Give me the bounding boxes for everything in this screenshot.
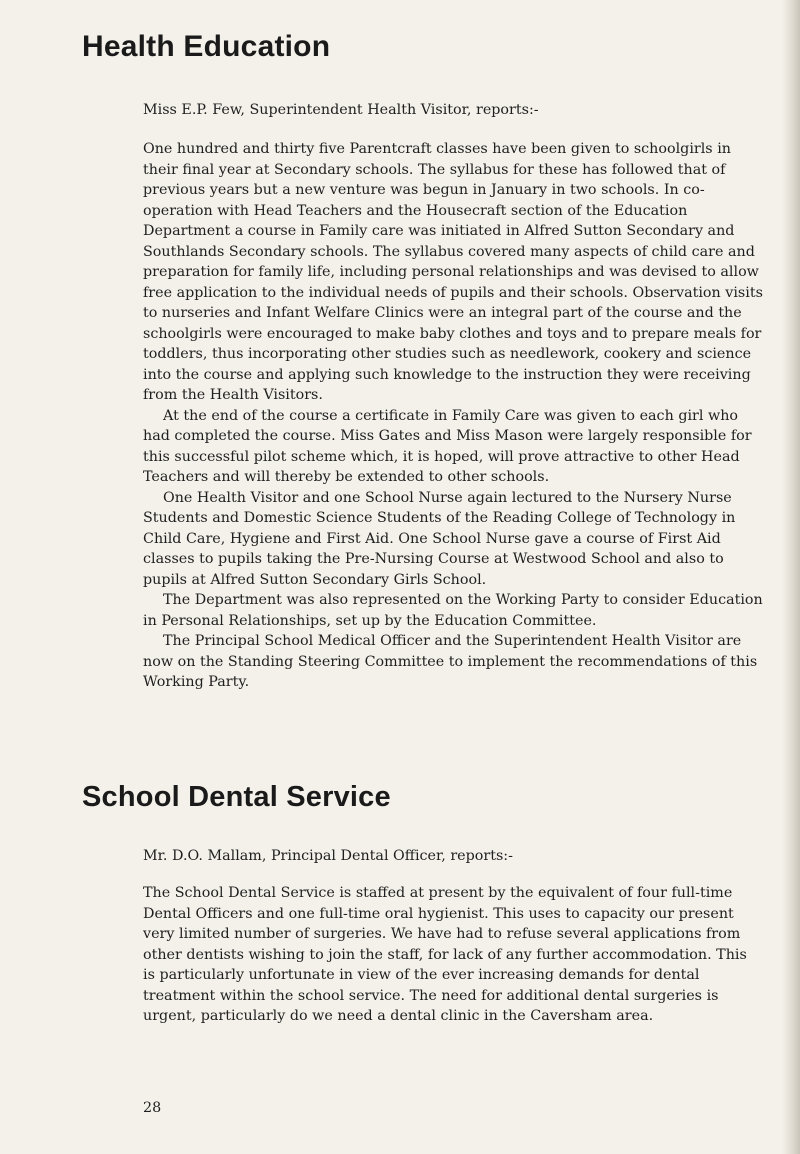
health-education-intro: Miss E.P. Few, Superintendent Health Visitor, reports:- <box>143 102 539 118</box>
page-edge-shadow <box>782 0 800 1154</box>
health-education-paragraph-4: The Department was also represented on the Working Party to consider Education in Personal Relationships, set up by the Education Committee. <box>143 592 763 629</box>
dental-service-body <box>143 883 763 1027</box>
page-number: 28 <box>143 1100 162 1116</box>
dental-service-paragraph-1: The School Dental Service is staffed at present by the equivalent of four full-time Dental Officers and one full-time oral hygienist. This uses to capacity our present very limited number of surgeries. We have had to refuse several applications from other dentists wishing to join the staff, for lack of any further accommodation. This is particularly unfortunate in view of the ever increasing demands for dental treatment within the school service. The need for additional dental surgeries is urgent, particularly do we need a dental clinic in the Caversham area. <box>143 885 747 1024</box>
section-heading-health-education: Health Education <box>82 30 331 63</box>
health-education-paragraph-2: At the end of the course a certificate in Family Care was given to each girl who had completed the course. Miss Gates and Miss Mason were largely responsible for this successful pilot scheme which, it is hoped, will prove attractive to other Head Teachers and will thereby be extended to other schools. <box>143 407 752 485</box>
section-heading-school-dental-service: School Dental Service <box>82 781 391 813</box>
health-education-paragraph-1: One hundred and thirty five Parentcraft classes have been given to schoolgirls in their final year at Secondary schools. The syllabus for these has followed that of previous years but a new venture was begun in January in two schools. In co-operation with Head Teachers and the Housecraft section of the Education Department a course in Family care was initiated in Alfred Sutton Secondary and Southlands Secondary schools. The syllabus covered many aspects of child care and preparation for family life, including personal relationships and was devised to allow free application to the individual needs of pupils and their schools. Observation visits to nurseries and Infant Welfare Clinics were an integral part of the course and the schoolgirls were encouraged to make baby clothes and toys and to prepare meals for toddlers, thus incorporating other studies such as needlework, cookery and science into the course and applying such knowledge to the instruction they were receiving from the Health Visitors. <box>143 141 763 403</box>
health-education-paragraph-5: The Principal School Medical Officer and the Superintendent Health Visitor are now on the Standing Steering Committee to implement the recommendations of this Working Party. <box>143 633 758 690</box>
health-education-body <box>143 139 763 693</box>
health-education-intro-block <box>143 100 763 121</box>
dental-service-intro-block <box>143 846 763 867</box>
health-education-paragraph-3: One Health Visitor and one School Nurse again lectured to the Nursery Nurse Students and Domestic Science Students of the Reading College of Technology in Child Care, Hygiene and First Aid. One School Nurse gave a course of First Aid classes to pupils taking the Pre-Nursing Course at Westwood School and also to pupils at Alfred Sutton Secondary Girls School. <box>143 489 736 588</box>
dental-service-intro: Mr. D.O. Mallam, Principal Dental Officer, reports:- <box>143 848 513 864</box>
